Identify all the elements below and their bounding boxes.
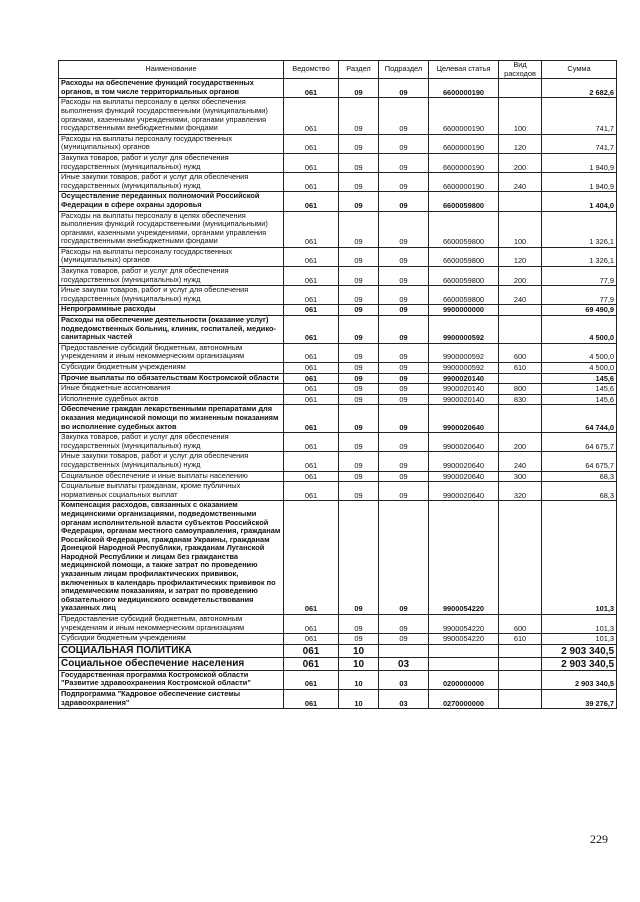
row-vedomstvo: 061 xyxy=(284,98,339,134)
row-podrazdel: 09 xyxy=(379,452,429,471)
row-podrazdel: 09 xyxy=(379,247,429,266)
row-razdel: 09 xyxy=(339,384,379,395)
row-summa: 64 675,7 xyxy=(542,433,617,452)
row-vid: 240 xyxy=(499,173,542,192)
row-vedomstvo: 061 xyxy=(284,363,339,374)
row-celevaya: 9900020140 xyxy=(429,373,499,384)
row-name: Закупка товаров, работ и услуг для обеспечения государственных (муниципальных) нужд xyxy=(59,153,284,172)
row-celevaya: 9900020140 xyxy=(429,394,499,405)
row-summa: 68,3 xyxy=(542,482,617,501)
header-name: Наименование xyxy=(59,61,284,79)
row-razdel: 09 xyxy=(339,98,379,134)
row-celevaya: 9900000592 xyxy=(429,363,499,374)
row-vedomstvo: 061 xyxy=(284,644,339,657)
row-vid: 600 xyxy=(499,615,542,634)
row-name: Расходы на выплаты персоналу государственных (муниципальных) органов xyxy=(59,247,284,266)
row-podrazdel: 09 xyxy=(379,286,429,305)
table-row xyxy=(59,173,617,192)
table-row xyxy=(59,670,617,689)
table-row xyxy=(59,153,617,172)
row-razdel: 09 xyxy=(339,211,379,247)
row-name: Расходы на выплаты персоналу в целях обеспечения выполнения функций государственными (муниципальными) органами, казенными учреждениями, органами управления государственными внебюджетными фондами xyxy=(59,211,284,247)
table-row xyxy=(59,192,617,211)
row-celevaya: 9900020640 xyxy=(429,452,499,471)
row-celevaya: 9900000592 xyxy=(429,316,499,344)
row-vedomstvo: 061 xyxy=(284,247,339,266)
row-podrazdel: 09 xyxy=(379,316,429,344)
row-vid xyxy=(499,501,542,615)
row-vid: 120 xyxy=(499,134,542,153)
row-razdel: 10 xyxy=(339,690,379,709)
row-vedomstvo: 061 xyxy=(284,482,339,501)
row-razdel: 10 xyxy=(339,670,379,689)
row-summa: 77,9 xyxy=(542,286,617,305)
row-celevaya: 9900054220 xyxy=(429,634,499,645)
row-razdel: 10 xyxy=(339,657,379,670)
row-vid xyxy=(499,305,542,316)
row-vedomstvo: 061 xyxy=(284,153,339,172)
table-row xyxy=(59,343,617,362)
row-razdel: 09 xyxy=(339,247,379,266)
row-razdel: 09 xyxy=(339,267,379,286)
row-podrazdel: 03 xyxy=(379,690,429,709)
row-celevaya: 6600059800 xyxy=(429,211,499,247)
row-celevaya: 0270000000 xyxy=(429,690,499,709)
row-name: Осуществление переданных полномочий Российской Федерации в сфере охраны здоровья xyxy=(59,192,284,211)
row-celevaya: 9900000000 xyxy=(429,305,499,316)
row-celevaya xyxy=(429,644,499,657)
table-row xyxy=(59,501,617,615)
row-vid xyxy=(499,657,542,670)
row-podrazdel: 09 xyxy=(379,394,429,405)
table-row xyxy=(59,394,617,405)
row-celevaya: 9900020640 xyxy=(429,482,499,501)
row-vedomstvo: 061 xyxy=(284,373,339,384)
header-vedomstvo: Ведомство xyxy=(284,61,339,79)
row-summa: 64 675,7 xyxy=(542,452,617,471)
table-row xyxy=(59,98,617,134)
row-vedomstvo: 061 xyxy=(284,343,339,362)
row-summa: 145,6 xyxy=(542,373,617,384)
row-name: Иные закупки товаров, работ и услуг для обеспечения государственных (муниципальных) нужд xyxy=(59,173,284,192)
row-name: Субсидии бюджетным учреждениям xyxy=(59,363,284,374)
budget-table xyxy=(58,60,617,709)
row-podrazdel: 09 xyxy=(379,634,429,645)
header-podrazdel: Подраздел xyxy=(379,61,429,79)
row-summa: 64 744,0 xyxy=(542,405,617,433)
row-celevaya: 9900000592 xyxy=(429,343,499,362)
row-vid: 600 xyxy=(499,343,542,362)
row-vid xyxy=(499,644,542,657)
row-summa: 77,9 xyxy=(542,267,617,286)
row-razdel: 09 xyxy=(339,173,379,192)
row-vid xyxy=(499,670,542,689)
row-name: СОЦИАЛЬНАЯ ПОЛИТИКА xyxy=(59,644,284,657)
row-vedomstvo: 061 xyxy=(284,501,339,615)
row-celevaya: 9900020640 xyxy=(429,433,499,452)
row-celevaya xyxy=(429,657,499,670)
row-podrazdel: 09 xyxy=(379,343,429,362)
page-number: 229 xyxy=(590,832,608,846)
row-vid xyxy=(499,79,542,98)
row-podrazdel: 09 xyxy=(379,405,429,433)
row-summa: 1 326,1 xyxy=(542,211,617,247)
row-celevaya: 6600059800 xyxy=(429,192,499,211)
budget-table-container xyxy=(58,60,616,709)
row-name: Закупка товаров, работ и услуг для обеспечения государственных (муниципальных) нужд xyxy=(59,433,284,452)
row-celevaya: 6600000190 xyxy=(429,98,499,134)
row-razdel: 09 xyxy=(339,405,379,433)
row-vid: 240 xyxy=(499,286,542,305)
row-name: Иные бюджетные ассигнования xyxy=(59,384,284,395)
row-vedomstvo: 061 xyxy=(284,657,339,670)
row-podrazdel: 09 xyxy=(379,98,429,134)
row-name: Иные закупки товаров, работ и услуг для обеспечения государственных (муниципальных) нужд xyxy=(59,286,284,305)
table-row xyxy=(59,384,617,395)
row-summa: 741,7 xyxy=(542,134,617,153)
row-razdel: 09 xyxy=(339,634,379,645)
row-podrazdel: 09 xyxy=(379,267,429,286)
row-summa: 2 903 340,5 xyxy=(542,670,617,689)
row-vedomstvo: 061 xyxy=(284,305,339,316)
row-vid: 100 xyxy=(499,98,542,134)
row-vid xyxy=(499,192,542,211)
row-name: Социальные выплаты гражданам, кроме публичных нормативных социальных выплат xyxy=(59,482,284,501)
row-summa: 741,7 xyxy=(542,98,617,134)
row-name: Обеспечение граждан лекарственными препаратами для оказания медицинской помощи по жизненным показаниям во исполнение судебных актов xyxy=(59,405,284,433)
row-razdel: 09 xyxy=(339,615,379,634)
table-row xyxy=(59,316,617,344)
row-vid: 610 xyxy=(499,634,542,645)
row-summa: 2 682,6 xyxy=(542,79,617,98)
row-podrazdel: 03 xyxy=(379,657,429,670)
row-vedomstvo: 061 xyxy=(284,192,339,211)
table-row xyxy=(59,211,617,247)
row-razdel: 09 xyxy=(339,192,379,211)
table-row xyxy=(59,267,617,286)
row-celevaya: 9900020640 xyxy=(429,471,499,482)
row-podrazdel: 09 xyxy=(379,433,429,452)
row-podrazdel: 09 xyxy=(379,384,429,395)
row-vid: 320 xyxy=(499,482,542,501)
row-vedomstvo: 061 xyxy=(284,267,339,286)
row-vedomstvo: 061 xyxy=(284,405,339,433)
row-celevaya: 9900020640 xyxy=(429,405,499,433)
row-razdel: 09 xyxy=(339,373,379,384)
row-razdel: 09 xyxy=(339,343,379,362)
header-summa: Сумма xyxy=(542,61,617,79)
row-vedomstvo: 061 xyxy=(284,690,339,709)
table-body xyxy=(59,79,617,709)
row-vid: 300 xyxy=(499,471,542,482)
row-podrazdel: 09 xyxy=(379,615,429,634)
row-vid xyxy=(499,316,542,344)
row-vid: 200 xyxy=(499,433,542,452)
table-header-row xyxy=(59,61,617,79)
table-row xyxy=(59,433,617,452)
row-razdel: 09 xyxy=(339,433,379,452)
row-razdel: 09 xyxy=(339,134,379,153)
row-summa: 69 490,9 xyxy=(542,305,617,316)
row-podrazdel: 09 xyxy=(379,173,429,192)
row-razdel: 09 xyxy=(339,452,379,471)
row-razdel: 09 xyxy=(339,482,379,501)
table-row xyxy=(59,247,617,266)
row-summa: 4 500,0 xyxy=(542,363,617,374)
row-vid: 610 xyxy=(499,363,542,374)
table-row xyxy=(59,286,617,305)
row-vedomstvo: 061 xyxy=(284,615,339,634)
row-name: Расходы на обеспечение деятельности (оказание услуг) подведомственных больниц, клиник, госпиталей, медико-санитарных частей xyxy=(59,316,284,344)
row-podrazdel: 09 xyxy=(379,373,429,384)
row-name: Компенсация расходов, связанных с оказанием медицинскими организациями, подведомственными органам исполнительной власти субъектов Российской Федерации, органам местного самоуправления, гражданам Российской Федерации, гражданам Украины, гражданам Донецкой Народной Республики, гражданам Луганской Народной Республики и лицам без гражданства медицинской помощи, а также затрат по проведению указанным лицам профилактических прививок, включенных в календарь профилактических прививок по эпидемическим показаниям, и затрат по проведению обязательного медицинского освидетельствования указанных лиц xyxy=(59,501,284,615)
row-vedomstvo: 061 xyxy=(284,433,339,452)
row-razdel: 09 xyxy=(339,501,379,615)
row-celevaya: 6600000190 xyxy=(429,173,499,192)
row-summa: 101,3 xyxy=(542,501,617,615)
table-row xyxy=(59,471,617,482)
row-celevaya: 6600059800 xyxy=(429,247,499,266)
row-summa: 68,3 xyxy=(542,471,617,482)
row-summa: 145,6 xyxy=(542,384,617,395)
row-celevaya: 6600000190 xyxy=(429,153,499,172)
row-name: Исполнение судебных актов xyxy=(59,394,284,405)
row-vid xyxy=(499,405,542,433)
row-vedomstvo: 061 xyxy=(284,79,339,98)
row-summa: 101,3 xyxy=(542,634,617,645)
row-vedomstvo: 061 xyxy=(284,384,339,395)
table-row xyxy=(59,482,617,501)
row-razdel: 09 xyxy=(339,79,379,98)
row-vid xyxy=(499,373,542,384)
table-row xyxy=(59,405,617,433)
row-vedomstvo: 061 xyxy=(284,471,339,482)
row-razdel: 09 xyxy=(339,316,379,344)
row-summa: 2 903 340,5 xyxy=(542,657,617,670)
row-celevaya: 0200000000 xyxy=(429,670,499,689)
row-vedomstvo: 061 xyxy=(284,452,339,471)
row-podrazdel: 09 xyxy=(379,134,429,153)
row-celevaya: 6600059800 xyxy=(429,286,499,305)
row-summa: 101,3 xyxy=(542,615,617,634)
table-row xyxy=(59,79,617,98)
row-vedomstvo: 061 xyxy=(284,173,339,192)
row-name: Предоставление субсидий бюджетным, автономным учреждениям и иным некоммерческим организациям xyxy=(59,615,284,634)
row-podrazdel: 09 xyxy=(379,153,429,172)
row-podrazdel xyxy=(379,644,429,657)
row-podrazdel: 09 xyxy=(379,471,429,482)
row-razdel: 09 xyxy=(339,471,379,482)
row-vid: 200 xyxy=(499,267,542,286)
row-name: Расходы на выплаты персоналу в целях обеспечения выполнения функций государственными (муниципальными) органами, казенными учреждениями, органами управления государственными внебюджетными фондами xyxy=(59,98,284,134)
row-name: Государственная программа Костромской области "Развитие здравоохранения Костромской области" xyxy=(59,670,284,689)
header-razdel: Раздел xyxy=(339,61,379,79)
row-summa: 1 940,9 xyxy=(542,153,617,172)
row-vedomstvo: 061 xyxy=(284,670,339,689)
row-razdel: 09 xyxy=(339,305,379,316)
row-name: Субсидии бюджетным учреждениям xyxy=(59,634,284,645)
table-row xyxy=(59,657,617,670)
row-summa: 2 903 340,5 xyxy=(542,644,617,657)
row-name: Иные закупки товаров, работ и услуг для обеспечения государственных (муниципальных) нужд xyxy=(59,452,284,471)
row-summa: 145,6 xyxy=(542,394,617,405)
row-podrazdel: 03 xyxy=(379,670,429,689)
row-celevaya: 6600000190 xyxy=(429,134,499,153)
row-vedomstvo: 061 xyxy=(284,394,339,405)
row-celevaya: 9900020140 xyxy=(429,384,499,395)
row-podrazdel: 09 xyxy=(379,482,429,501)
row-vedomstvo: 061 xyxy=(284,634,339,645)
row-name: Расходы на выплаты персоналу государственных (муниципальных) органов xyxy=(59,134,284,153)
table-row xyxy=(59,644,617,657)
table-row xyxy=(59,373,617,384)
row-name: Прочие выплаты по обязательствам Костромской области xyxy=(59,373,284,384)
table-row xyxy=(59,134,617,153)
row-vid: 240 xyxy=(499,452,542,471)
row-podrazdel: 09 xyxy=(379,363,429,374)
row-name: Непрограммные расходы xyxy=(59,305,284,316)
row-vedomstvo: 061 xyxy=(284,134,339,153)
table-row xyxy=(59,363,617,374)
row-vid xyxy=(499,690,542,709)
table-row xyxy=(59,690,617,709)
row-vedomstvo: 061 xyxy=(284,316,339,344)
row-podrazdel: 09 xyxy=(379,501,429,615)
row-podrazdel: 09 xyxy=(379,192,429,211)
row-summa: 1 940,9 xyxy=(542,173,617,192)
row-vedomstvo: 061 xyxy=(284,211,339,247)
row-name: Предоставление субсидий бюджетным, автономным учреждениям и иным некоммерческим организациям xyxy=(59,343,284,362)
row-podrazdel: 09 xyxy=(379,211,429,247)
row-celevaya: 6600000190 xyxy=(429,79,499,98)
row-summa: 1 404,0 xyxy=(542,192,617,211)
row-vid: 200 xyxy=(499,153,542,172)
row-summa: 4 500,0 xyxy=(542,343,617,362)
row-razdel: 09 xyxy=(339,394,379,405)
row-celevaya: 9900054220 xyxy=(429,501,499,615)
row-name: Закупка товаров, работ и услуг для обеспечения государственных (муниципальных) нужд xyxy=(59,267,284,286)
header-celevaya: Целевая статья xyxy=(429,61,499,79)
row-vid: 800 xyxy=(499,384,542,395)
row-vid: 100 xyxy=(499,211,542,247)
row-vid: 120 xyxy=(499,247,542,266)
row-name: Подпрограмма "Кадровое обеспечение системы здравоохранения" xyxy=(59,690,284,709)
row-podrazdel: 09 xyxy=(379,79,429,98)
row-summa: 39 276,7 xyxy=(542,690,617,709)
row-razdel: 09 xyxy=(339,363,379,374)
row-vedomstvo: 061 xyxy=(284,286,339,305)
row-celevaya: 9900054220 xyxy=(429,615,499,634)
table-row xyxy=(59,452,617,471)
row-vid: 830 xyxy=(499,394,542,405)
row-name: Социальное обеспечение и иные выплаты населению xyxy=(59,471,284,482)
table-row xyxy=(59,634,617,645)
row-summa: 4 500,0 xyxy=(542,316,617,344)
row-name: Социальное обеспечение населения xyxy=(59,657,284,670)
row-razdel: 10 xyxy=(339,644,379,657)
row-razdel: 09 xyxy=(339,153,379,172)
row-summa: 1 326,1 xyxy=(542,247,617,266)
row-razdel: 09 xyxy=(339,286,379,305)
table-row xyxy=(59,615,617,634)
header-vid: Вид расходов xyxy=(499,61,542,79)
table-row xyxy=(59,305,617,316)
row-name: Расходы на обеспечение функций государственных органов, в том числе территориальных органов xyxy=(59,79,284,98)
row-celevaya: 6600059800 xyxy=(429,267,499,286)
row-podrazdel: 09 xyxy=(379,305,429,316)
